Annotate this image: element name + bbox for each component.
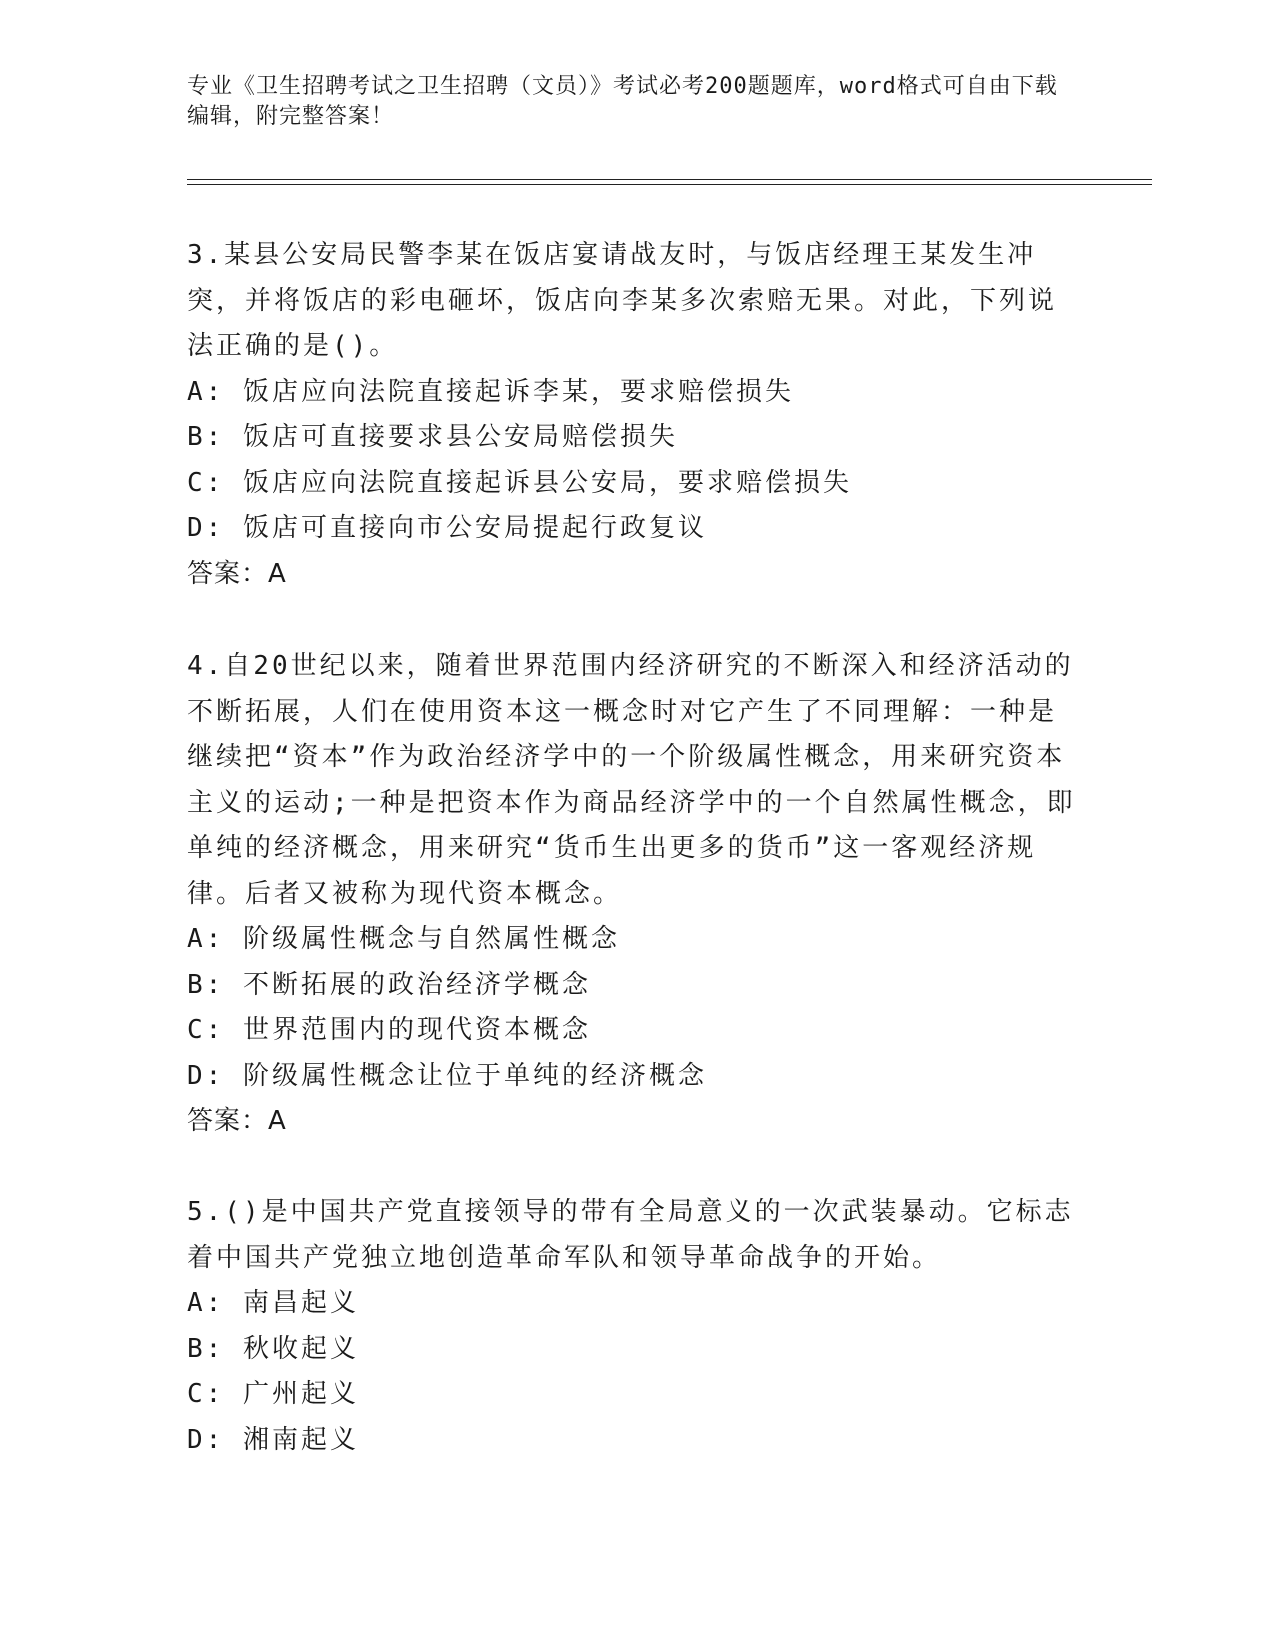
answer-line: 答案：A	[187, 1106, 287, 1136]
option-c: C: 世界范围内的现代资本概念	[187, 1015, 591, 1045]
question-4	[187, 644, 1077, 1145]
question-stem: 3.某县公安局民警李某在饭店宴请战友时，与饭店经理王某发生冲突，并将饭店的彩电砸坏，饭店向李某多次索赔无果。对此，下列说法正确的是()。	[187, 240, 1058, 361]
header-double-rule	[187, 179, 1152, 185]
option-a: A: 南昌起义	[187, 1288, 359, 1318]
answer-line: 答案：A	[187, 558, 287, 589]
option-d: D: 阶级属性概念让位于单纯的经济概念	[187, 1060, 707, 1091]
question-5	[187, 1190, 1077, 1463]
option-b: B: 秋收起义	[187, 1333, 359, 1364]
option-b: B: 饭店可直接要求县公安局赔偿损失	[187, 422, 678, 452]
option-c: C: 饭店应向法院直接起诉县公安局，要求赔偿损失	[187, 467, 852, 498]
option-d: D: 湘南起义	[187, 1424, 359, 1455]
question-stem: 5.()是中国共产党直接领导的带有全局意义的一次武装暴动。它标志着中国共产党独立地创造革命军队和领导革命战争的开始。	[187, 1197, 1074, 1273]
option-c: C: 广州起义	[187, 1379, 359, 1409]
option-b: B: 不断拓展的政治经济学概念	[187, 969, 591, 1000]
option-a: A: 阶级属性概念与自然属性概念	[187, 924, 620, 954]
option-a: A: 饭店应向法院直接起诉李某，要求赔偿损失	[187, 376, 794, 407]
option-d: D: 饭店可直接向市公安局提起行政复议	[187, 513, 707, 543]
question-3	[187, 233, 1077, 597]
document-header: 专业《卫生招聘考试之卫生招聘（文员）》考试必考200题题库，word格式可自由下载编辑，附完整答案！	[187, 74, 1058, 129]
question-stem: 4.自20世纪以来，随着世界范围内经济研究的不断深入和经济活动的不断拓展，人们在使用资本这一概念时对它产生了不同理解：一种是继续把“资本”作为政治经济学中的一个阶级属性概念，用来研究资本主义的运动;一种是把资本作为商品经济学中的一个自然属性概念，即单纯的经济概念，用来研究“货币生出更多的货币”这一客观经济规律。后者又被称为现代资本概念。	[187, 651, 1076, 909]
